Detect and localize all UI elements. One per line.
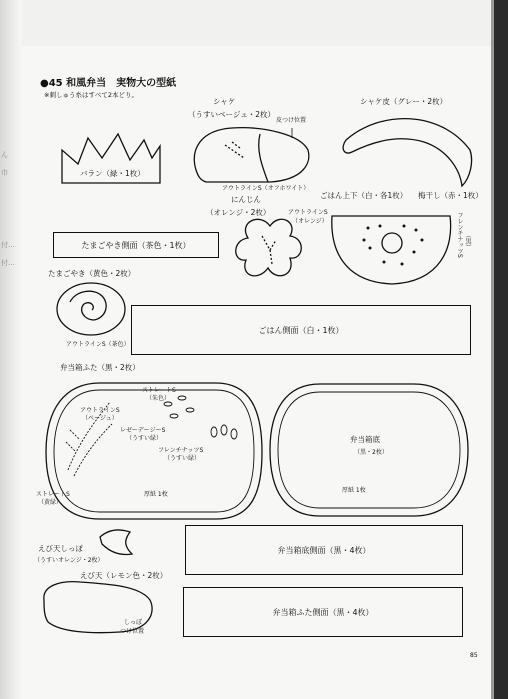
gutter-text: 付…	[1, 241, 15, 249]
tamagoyaki-outline-label: アウトラインS（茶色）	[66, 341, 130, 348]
gohan-side-label: ごはん側面（白・1枚）	[258, 325, 344, 335]
bottom-board-label: 厚紙 1枚	[342, 487, 366, 494]
ninjin-label: にんじん	[231, 195, 261, 204]
shake-sub-label: （うすいベージュ・2枚）	[188, 110, 275, 119]
lid-lazy-daisy-label: レゼーデージーS	[120, 427, 166, 434]
gohan-jouge-shape	[332, 216, 451, 284]
shake-skin-position-label: 皮つけ位置	[276, 117, 307, 124]
gutter-text: ん	[1, 151, 8, 159]
shake-stitch	[225, 142, 244, 158]
ninjin-outline-label: アウトラインS	[288, 209, 328, 216]
ninjin-stitch	[262, 236, 276, 264]
ninjin-sub-label: （オレンジ・2枚）	[206, 208, 271, 217]
french-knot-color: （黒）	[464, 232, 471, 250]
lid-outline-label: アウトラインS	[80, 407, 120, 414]
lid-straight2-label: ストレートS	[36, 491, 70, 498]
lid-shape	[46, 383, 262, 519]
lid-outline-color: （ベージュ）	[82, 415, 118, 422]
ebiten-label: えび天（レモン色・2枚）	[80, 571, 168, 580]
ebiten-tail-label: えび天しっぽ	[38, 544, 83, 553]
baran-label: バラン（緑・1枚）	[80, 169, 145, 178]
gutter-text: 巾	[1, 169, 8, 177]
gutter-text: 付…	[1, 259, 15, 267]
bottom-label: 弁当箱底	[350, 435, 380, 444]
tamagoyaki-side-label: たまごやき側面（茶色・1枚）	[81, 240, 191, 250]
bottom-sub-label: （黒・2枚）	[354, 449, 388, 456]
lid-french-knot-color: （うすい緑）	[164, 455, 201, 462]
box-bottom-side-label: 弁当箱底側面（黒・4枚）	[277, 545, 371, 555]
tamagoyaki-label: たまごやき（黄色・2枚）	[48, 269, 136, 278]
lid-straight2-color: （黄緑）	[38, 499, 63, 506]
umeboshi-label: 梅干し（赤・1枚）	[418, 191, 483, 200]
french-knots	[363, 225, 424, 266]
shake-label: シャケ	[213, 97, 236, 106]
shake-outline-label: アウトラインS（オフホワイト）	[222, 185, 310, 192]
shake-kawa-label: シャケ皮（グレー・2枚）	[360, 97, 448, 106]
embroidery-note: ※刺しゅう糸はすべて2本どり。	[44, 91, 138, 99]
page-number: 85	[470, 652, 478, 659]
lid-board-label: 厚紙 1枚	[144, 491, 168, 498]
tail-position-label-2: つけ位置	[120, 628, 145, 635]
gohan-jouge-label: ごはん上下（白・各1枚）	[320, 191, 408, 200]
ebiten-tail-sub-label: （うすいオレンジ・2枚）	[34, 557, 104, 564]
lid-leaves	[164, 396, 237, 439]
shake-kawa-shape	[343, 119, 471, 186]
lid-french-knot-label: フレンチナッツS	[158, 447, 204, 454]
tail-position-label-1: しっぽ	[124, 619, 143, 626]
lid-label: 弁当箱ふた（黒・2枚）	[60, 363, 140, 372]
lid-side-label: 弁当箱ふた側面（黒・4枚）	[272, 607, 374, 617]
tamagoyaki-swirl	[70, 291, 106, 320]
ninjin-outline-color: （オレンジ）	[292, 218, 328, 225]
page-title: ●45 和風弁当 実物大の型紙	[40, 78, 177, 89]
gohan-side-pattern	[131, 305, 471, 355]
umeboshi-circle	[382, 233, 402, 253]
lid-lazy-daisy-color: （うすい緑）	[126, 435, 163, 442]
box-bottom-side-pattern	[185, 525, 463, 575]
lid-side-pattern	[183, 587, 463, 637]
lid-straight-color: （朱色）	[146, 395, 171, 402]
shake-line	[259, 134, 268, 182]
french-knot-label: フレンチナッツS	[456, 212, 463, 258]
ebiten-tail-shape	[100, 530, 132, 555]
tamagoyaki-side-pattern	[53, 232, 219, 258]
lid-straight-label: ストレートS	[142, 387, 176, 394]
